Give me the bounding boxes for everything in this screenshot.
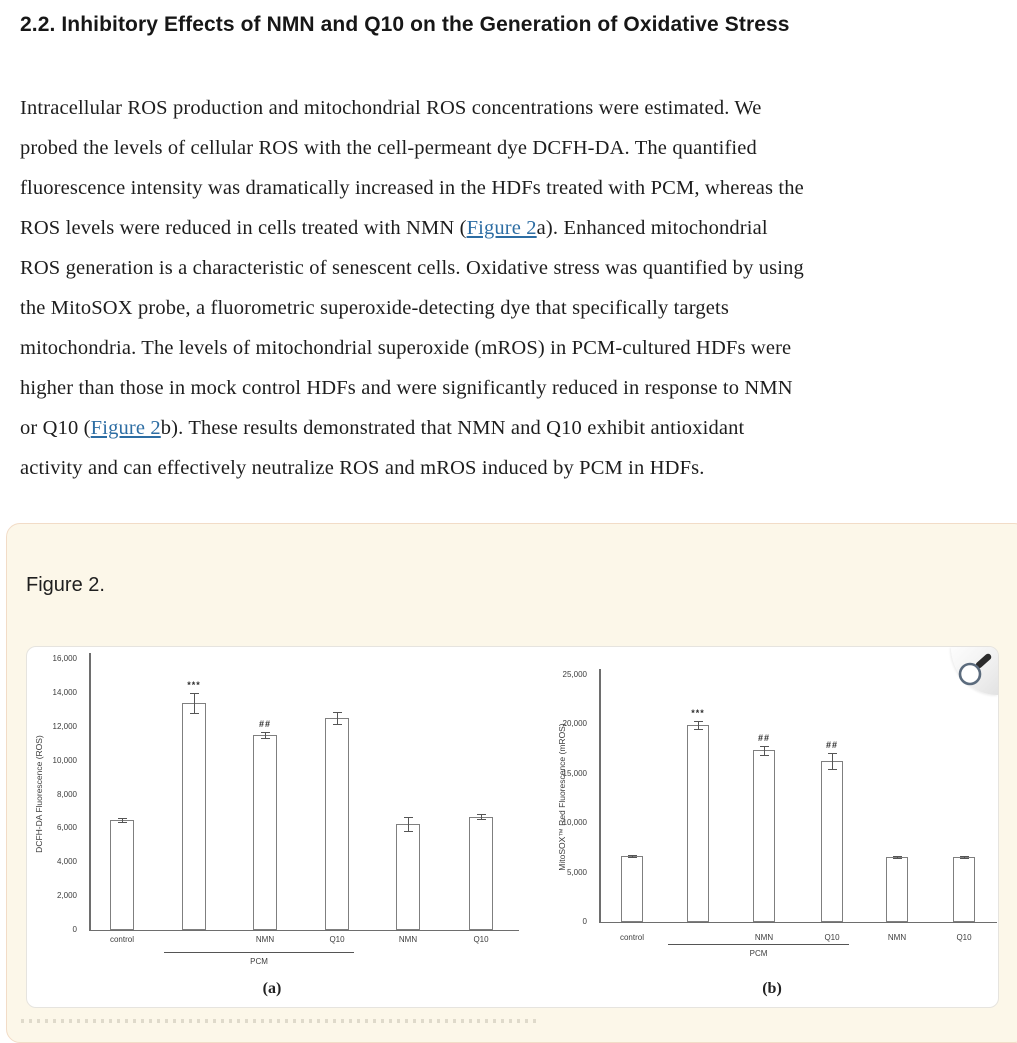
paragraph-line: probed the levels of cellular ROS with the cell-permeant dye DCFH-DA. The quantified <box>20 137 757 159</box>
figure-2-link[interactable]: Figure 2 <box>466 217 537 239</box>
paragraph-line <box>20 208 1012 248</box>
magnifier-icon <box>956 652 992 688</box>
chart-caption-a: (a) <box>262 980 282 997</box>
group-line-a <box>164 952 354 953</box>
x-axis-line-a <box>89 930 519 931</box>
y-axis-line-a <box>89 653 91 930</box>
y-tick-label-b: 25,000 <box>562 670 587 679</box>
paragraph-line: ROS generation is a characteristic of senescent cells. Oxidative stress was quantified by using <box>20 257 804 279</box>
paragraph-line: fluorescence intensity was dramatically increased in the HDFs treated with PCM, whereas the <box>20 177 804 199</box>
error-bar-cap <box>628 857 637 858</box>
paragraph-line: the MitoSOX probe, a fluorometric superoxide-detecting dye that specifically targets <box>20 297 730 319</box>
bar-a-NMN <box>396 824 420 930</box>
paragraph-line: higher than those in mock control HDFs and were significantly reduced in response to NMN <box>20 377 793 399</box>
figure-label: Figure 2. <box>26 574 105 596</box>
y-tick-label-a: 6,000 <box>56 823 77 833</box>
error-bar-cap <box>628 855 637 856</box>
group-label-a: PCM <box>250 957 268 966</box>
group-line-b <box>668 944 849 945</box>
error-bar-line <box>337 712 338 724</box>
error-bar-cap <box>760 746 769 747</box>
bar-b-PCM+Q10 <box>821 761 843 922</box>
error-bar-cap <box>190 713 199 714</box>
paragraph-line: activity and can effectively neutralize ROS and mROS induced by PCM in HDFs. <box>20 457 705 479</box>
cutoff-content-strip <box>21 1019 541 1023</box>
x-tick-label-a: control <box>109 935 134 944</box>
y-tick-label-a: 14,000 <box>52 687 77 697</box>
paragraph-text: b). These results demonstrated that NMN and Q10 exhibit antioxidant <box>160 417 745 439</box>
error-bar-cap <box>261 738 270 739</box>
bar-b-PCM <box>687 725 709 922</box>
paragraph-line: mitochondria. The levels of mitochondrial superoxide (mROS) in PCM-cultured HDFs were <box>20 337 792 359</box>
y-axis-title-b: MitoSOX™ Red Fluorescence (mROS) <box>557 723 567 871</box>
error-bar-line <box>194 693 195 713</box>
figure-2-charts <box>27 647 998 1007</box>
error-bar-cap <box>694 729 703 730</box>
x-axis-line-b <box>599 922 997 923</box>
error-bar-line <box>832 753 833 769</box>
paragraph-text: ROS levels were reduced in cells treated with NMN ( <box>20 217 467 239</box>
body-paragraph <box>20 88 1012 488</box>
error-bar-cap <box>828 753 837 754</box>
error-bar-cap <box>760 755 769 756</box>
error-bar-cap <box>960 856 969 857</box>
y-tick-label-b: 20,000 <box>562 719 587 729</box>
paragraph-text: a). Enhanced mitochondrial <box>536 217 768 239</box>
bar-a-control <box>110 820 134 930</box>
y-tick-label-a: 10,000 <box>52 755 77 765</box>
figure-2-link[interactable]: Figure 2 <box>90 417 161 439</box>
x-tick-label-a: Q10 <box>329 935 345 944</box>
y-tick-label-b: 10,000 <box>562 818 587 828</box>
paragraph-text: or Q10 ( <box>20 417 91 439</box>
y-axis-line-b <box>599 669 601 922</box>
figure-panel[interactable] <box>26 646 999 1008</box>
bar-a-PCM <box>182 703 206 930</box>
bar-a-PCM+NMN <box>253 735 277 930</box>
error-bar-line <box>698 721 699 729</box>
error-bar-cap <box>477 814 486 815</box>
error-bar-cap <box>960 858 969 859</box>
error-bar-line <box>408 817 409 831</box>
x-tick-label-b: NMN <box>887 933 907 942</box>
paragraph-line <box>20 408 1012 448</box>
error-bar-cap <box>333 724 342 725</box>
significance-annotation: *** <box>187 679 201 690</box>
x-tick-label-a: Q10 <box>473 935 489 944</box>
significance-annotation: *** <box>691 708 705 719</box>
error-bar-cap <box>261 732 270 733</box>
error-bar-cap <box>190 693 199 694</box>
group-label-b: PCM <box>749 949 768 958</box>
y-tick-label-a: 16,000 <box>52 654 77 663</box>
x-tick-label-b: Q10 <box>824 933 840 942</box>
y-axis-title-a: DCFH-DA Fluorescence (ROS) <box>34 735 44 853</box>
error-bar-cap <box>828 769 837 770</box>
y-tick-label-a: 2,000 <box>56 891 77 901</box>
significance-annotation: ## <box>757 732 770 743</box>
x-tick-label-b: control <box>619 933 644 942</box>
bar-b-Q10 <box>953 857 975 922</box>
error-bar-cap <box>118 822 127 823</box>
bar-b-PCM+NMN <box>753 750 775 922</box>
x-tick-label-b: Q10 <box>956 933 972 942</box>
section-heading: 2.2. Inhibitory Effects of NMN and Q10 on the Generation of Oxidative Stress <box>20 13 790 36</box>
y-tick-label-b: 5,000 <box>566 867 587 877</box>
bar-a-Q10 <box>469 817 493 930</box>
y-tick-label-b: 15,000 <box>562 768 587 778</box>
x-tick-label-b: NMN <box>754 933 774 942</box>
error-bar-cap <box>893 858 902 859</box>
x-tick-label-a: NMN <box>398 935 418 944</box>
y-tick-label-a: 12,000 <box>52 721 77 731</box>
error-bar-cap <box>333 712 342 713</box>
bar-b-NMN <box>886 857 908 922</box>
significance-annotation: ## <box>258 719 271 730</box>
bar-a-PCM+Q10 <box>325 718 349 930</box>
bar-b-control <box>621 856 643 922</box>
figure-zoom-button[interactable] <box>951 647 998 695</box>
error-bar-cap <box>118 818 127 819</box>
y-tick-label-a: 0 <box>72 925 77 934</box>
error-bar-cap <box>477 819 486 820</box>
error-bar-cap <box>404 831 413 832</box>
error-bar-cap <box>404 817 413 818</box>
significance-annotation: ## <box>825 740 838 751</box>
y-tick-label-a: 8,000 <box>56 789 77 799</box>
x-tick-label-a: NMN <box>255 935 275 944</box>
figure-2-box <box>6 523 1017 1043</box>
y-tick-label-a: 4,000 <box>56 857 77 867</box>
paragraph-line: Intracellular ROS production and mitochondrial ROS concentrations were estimated. We <box>20 97 762 119</box>
chart-caption-b: (b) <box>762 980 782 997</box>
error-bar-line <box>764 746 765 755</box>
y-tick-label-b: 0 <box>582 917 587 926</box>
error-bar-cap <box>694 721 703 722</box>
error-bar-cap <box>893 856 902 857</box>
